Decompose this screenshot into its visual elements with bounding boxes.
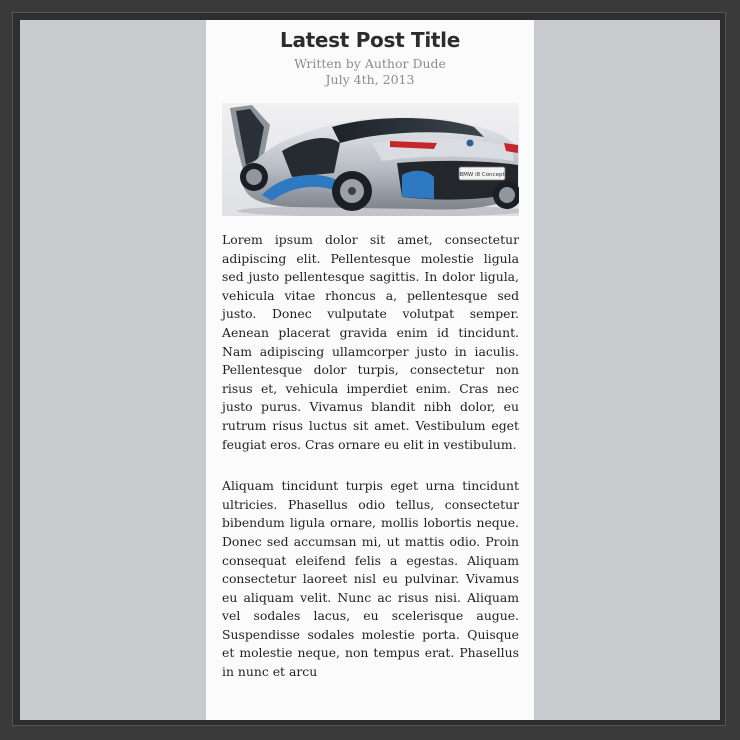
- post-title: Latest Post Title: [280, 28, 460, 52]
- page-canvas: [20, 20, 720, 720]
- post-hero-image: [222, 103, 519, 216]
- car-illustration: [222, 103, 519, 216]
- post-paragraph: Aliquam tincidunt turpis eget urna tincidunt ultricies. Phasellus odio tellus, consectetur bibendum ligula ornare, mollis lobortis neque. Donec sed accumsan mi, ut mattis odio. Proin consequat eleifend felis a egestas. Aliquam consectetur laoreet nisl eu pulvinar. Vivamus eu aliquam velit. Nunc ac risus nisi. Aliquam vel sodales lacus, eu scelerisque augue. Suspendisse sodales molestie porta. Quisque et molestie neque, non tempus erat. Phasellus in nunc et arcu: [222, 478, 519, 680]
- blog-post: [206, 20, 534, 720]
- plate-text: BMW i8 Concept: [459, 172, 505, 178]
- post-byline: Written by Author Dude: [294, 56, 446, 71]
- post-paragraph: Lorem ipsum dolor sit amet, consectetur adipiscing elit. Pellentesque molestie ligula sed justo pellentesque sagittis. In dolor ligula, vehicula vitae rhoncus a, pellentesque sed justo. Donec vulputate volutpat semper. Aenean placerat gravida enim id tincidunt. Nam adipiscing ullamcorper justo in iaculis. Pellentesque dolor turpis, consectetur non risus et, vehicula imperdiet enim. Cras nec justo purus. Vivamus blandit nibh dolor, eu rutrum risus luctus sit amet. Vestibulum eget feugiat eros. Cras ornare eu elit in vestibulum.: [222, 232, 519, 452]
- post-body: [222, 231, 519, 705]
- post-date: July 4th, 2013: [325, 72, 415, 87]
